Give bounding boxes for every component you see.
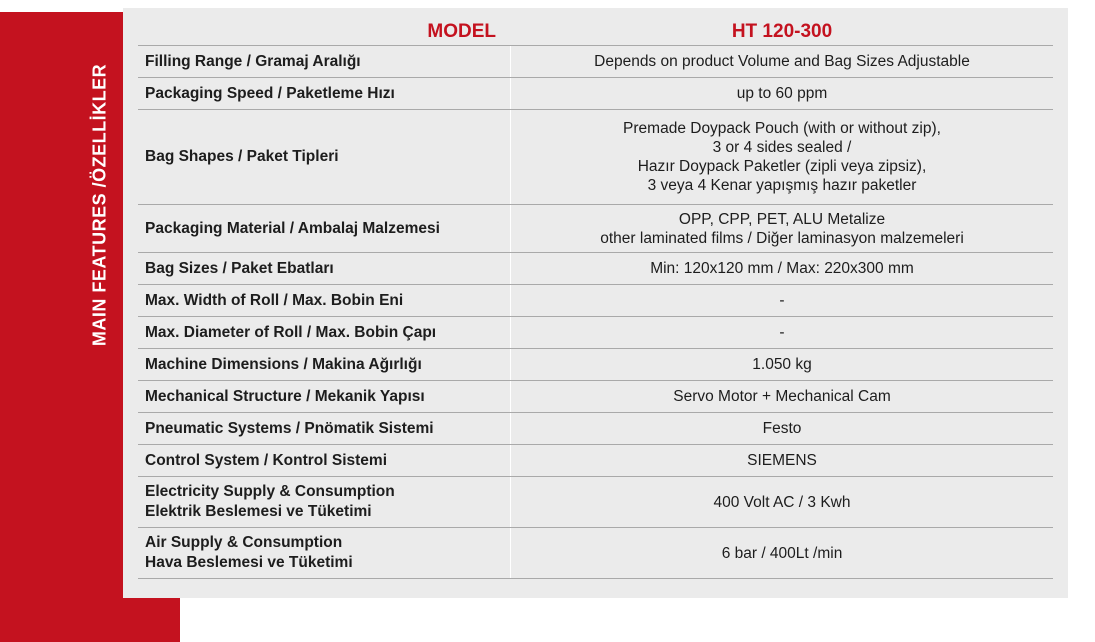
header-model-label: MODEL bbox=[427, 20, 496, 42]
value-line: Hazır Doypack Paketler (zipli veya zipsiz), bbox=[637, 158, 927, 175]
value-line: OPP, CPP, PET, ALU Metalize bbox=[678, 210, 886, 228]
row-label bbox=[138, 477, 511, 527]
row-label: Bag Sizes / Paket Ebatları bbox=[138, 253, 511, 284]
row-label: Packaging Speed / Paketleme Hızı bbox=[138, 78, 511, 109]
row-label: Control System / Kontrol Sistemi bbox=[138, 445, 511, 476]
table-row bbox=[138, 381, 1053, 413]
row-value: Min: 120x120 mm / Max: 220x300 mm bbox=[650, 260, 914, 277]
row-value: 6 bar / 400Lt /min bbox=[721, 544, 843, 562]
spec-table bbox=[138, 18, 1053, 579]
row-label: Max. Width of Roll / Max. Bobin Eni bbox=[138, 285, 511, 316]
table-header bbox=[138, 18, 1053, 46]
table-row bbox=[138, 285, 1053, 317]
row-value: - bbox=[779, 292, 785, 309]
row-value: Depends on product Volume and Bag Sizes Adjustable bbox=[594, 53, 970, 70]
row-label: Max. Diameter of Roll / Max. Bobin Çapı bbox=[138, 317, 511, 348]
side-section-title: MAIN FEATURES /ÖZELLİKLER bbox=[89, 63, 110, 347]
label-line: Electricity Supply & Consumption bbox=[145, 483, 395, 500]
header-model-value: HT 120-300 bbox=[731, 21, 833, 42]
row-value: 1.050 kg bbox=[752, 356, 812, 373]
value-line: other laminated films / Diğer laminasyon malzemeleri bbox=[600, 229, 964, 247]
table-row bbox=[138, 78, 1053, 110]
row-value: 400 Volt AC / 3 Kwh bbox=[713, 493, 851, 511]
value-line: 3 veya 4 Kenar yapışmış hazır paketler bbox=[647, 177, 917, 194]
table-row bbox=[138, 477, 1053, 528]
row-value bbox=[511, 119, 1053, 195]
table-row bbox=[138, 317, 1053, 349]
row-value: Festo bbox=[762, 420, 802, 437]
table-row bbox=[138, 253, 1053, 285]
table-row bbox=[138, 528, 1053, 579]
table-row bbox=[138, 205, 1053, 253]
label-line: Elektrik Beslemesi ve Tüketimi bbox=[145, 503, 372, 520]
row-label: Bag Shapes / Paket Tipleri bbox=[138, 110, 511, 204]
value-line: Premade Doypack Pouch (with or without zip), bbox=[623, 120, 941, 137]
table-row bbox=[138, 445, 1053, 477]
row-label: Pneumatic Systems / Pnömatik Sistemi bbox=[138, 413, 511, 444]
row-value: SIEMENS bbox=[747, 452, 817, 469]
table-row bbox=[138, 413, 1053, 445]
row-label: Mechanical Structure / Mekanik Yapısı bbox=[138, 381, 511, 412]
row-value: up to 60 ppm bbox=[736, 85, 828, 102]
row-label: Filling Range / Gramaj Aralığı bbox=[138, 46, 511, 77]
row-value: Servo Motor + Mechanical Cam bbox=[673, 388, 891, 405]
value-line: 3 or 4 sides sealed / bbox=[712, 139, 852, 156]
table-row bbox=[138, 349, 1053, 381]
label-line: Air Supply & Consumption bbox=[145, 534, 343, 551]
row-label: Packaging Material / Ambalaj Malzemesi bbox=[138, 205, 511, 252]
table-row bbox=[138, 110, 1053, 205]
row-value bbox=[511, 210, 1053, 248]
label-line: Hava Beslemesi ve Tüketimi bbox=[145, 554, 353, 571]
row-label: Machine Dimensions / Makina Ağırlığı bbox=[138, 349, 511, 380]
table-row bbox=[138, 46, 1053, 78]
row-value: - bbox=[779, 324, 785, 341]
row-label bbox=[138, 528, 511, 578]
